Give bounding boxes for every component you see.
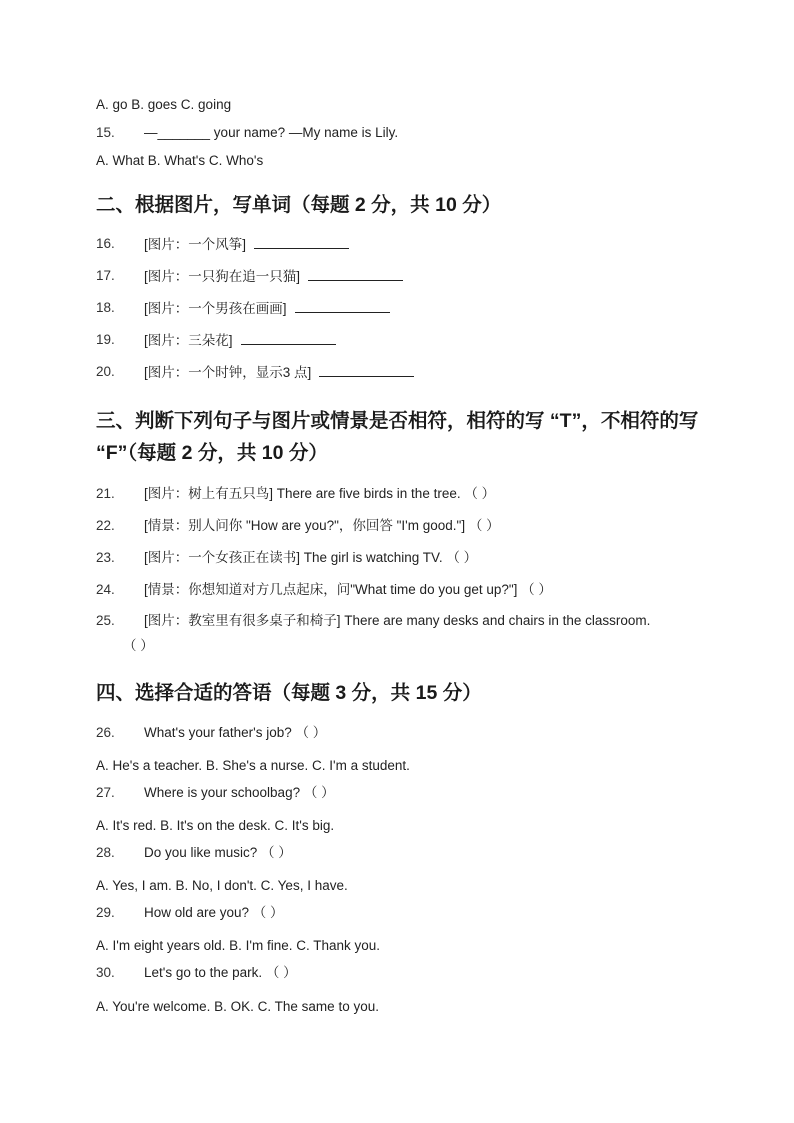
question-26-options: A. He's a teacher. B. She's a nurse. C. I'm a student. xyxy=(96,758,410,773)
question-text: Let's go to the park. （ ） xyxy=(144,965,297,980)
question-29-options: A. I'm eight years old. B. I'm fine. C. Thank you. xyxy=(96,938,381,953)
question-number: 26. xyxy=(96,725,115,740)
question-number: 28. xyxy=(96,845,115,860)
q14-options: A. go B. goes C. going xyxy=(96,97,232,112)
question-number: 17. xyxy=(96,268,115,283)
answer-blank[interactable] xyxy=(308,267,403,281)
question-number: 15. xyxy=(96,125,115,140)
question-number: 30. xyxy=(96,965,115,980)
question-number: 18. xyxy=(96,300,115,315)
question-number: 16. xyxy=(96,236,115,251)
section-2-heading: 二、根据图片，写单词（每题 2 分，共 10 分） xyxy=(96,194,502,216)
question-text: [图片：一个风筝] xyxy=(144,237,247,252)
question-number: 27. xyxy=(96,785,115,800)
question-text: [图片：教室里有很多桌子和椅子] There are many desks and chairs in the classroom. xyxy=(144,613,651,628)
question-number: 29. xyxy=(96,905,115,920)
question-text: [图片：三朵花] xyxy=(144,333,233,348)
question-text: Do you like music? （ ） xyxy=(144,845,292,860)
section-3-heading: 三、判断下列句子与图片或情景是否相符，相符的写 “T”，不相符的写 “F”（每题 2 分，共 10 分） xyxy=(96,410,699,464)
section-4-heading: 四、选择合适的答语（每题 3 分，共 15 分） xyxy=(96,682,482,704)
q15-options: A. What B. What's C. Who's xyxy=(96,153,264,168)
question-text: [图片：一个女孩正在读书] The girl is watching TV. （ ） xyxy=(144,550,478,565)
question-text: [情景：别人问你 "How are you?"，你回答 "I'm good."] （ ） xyxy=(144,518,500,533)
answer-blank[interactable] xyxy=(319,363,414,377)
answer-blank[interactable] xyxy=(254,235,349,249)
question-text: [图片：一个男孩在画画] xyxy=(144,301,287,316)
question-text: [情景：你想知道对方几点起床，问"What time do you get up?"] （ ） xyxy=(144,582,552,597)
question-number: 22. xyxy=(96,518,115,533)
question-30-options: A. You're welcome. B. OK. C. The same to you. xyxy=(96,999,379,1014)
answer-blank[interactable] xyxy=(295,299,390,313)
question-number: 21. xyxy=(96,486,115,501)
question-27-options: A. It's red. B. It's on the desk. C. It's big. xyxy=(96,818,335,833)
question-number: 24. xyxy=(96,582,115,597)
question-text: [图片：一只狗在追一只猫] xyxy=(144,269,301,284)
question-number: 20. xyxy=(96,364,115,379)
question-number: 23. xyxy=(96,550,115,565)
question-text: —_______ your name? —My name is Lily. xyxy=(144,125,399,140)
question-text: What's your father's job? （ ） xyxy=(144,725,327,740)
question-text: Where is your schoolbag? （ ） xyxy=(144,785,335,800)
question-number: 19. xyxy=(96,332,115,347)
question-text: [图片：树上有五只鸟] There are five birds in the tree. （ ） xyxy=(144,486,496,501)
question-text: How old are you? （ ） xyxy=(144,905,284,920)
question-28-options: A. Yes, I am. B. No, I don't. C. Yes, I have. xyxy=(96,878,348,893)
question-text: [图片：一个时钟，显示3 点] xyxy=(144,365,312,380)
answer-blank[interactable] xyxy=(241,331,336,345)
question-number: 25. xyxy=(96,613,115,628)
question-25-answer-paren: （ ） xyxy=(123,638,154,653)
